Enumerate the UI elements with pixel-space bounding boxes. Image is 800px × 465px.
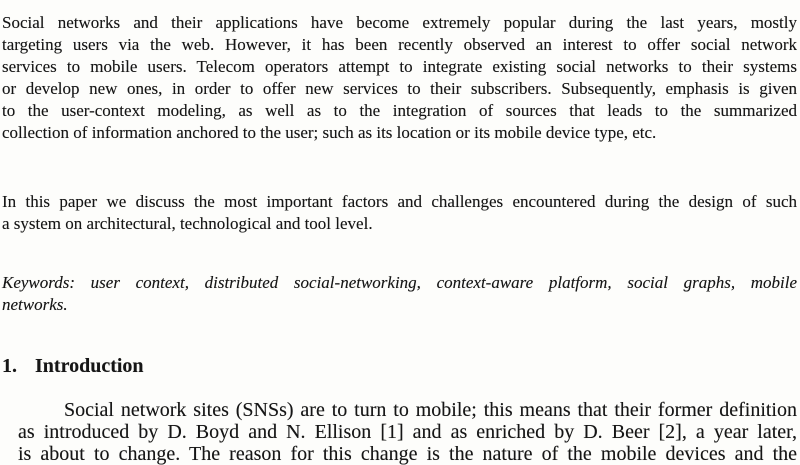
text-line: Social networks and their applications have become extremely popular during the last years, mostly bbox=[2, 13, 797, 32]
introduction-paragraph bbox=[18, 399, 797, 465]
text-line: to the user-context modeling, as well as to the integration of sources that leads to the summarized bbox=[2, 101, 797, 120]
text-line: targeting users via the web. However, it has been recently observed an interest to offer social network bbox=[2, 35, 797, 54]
text-line: services to mobile users. Telecom operators attempt to integrate existing social networks to their systems bbox=[2, 57, 797, 76]
section-number: 1. bbox=[2, 355, 17, 377]
keywords-line: Keywords: user context, distributed social-networking, context-aware platform, social graphs, mobile bbox=[2, 273, 797, 292]
text-line: a system on architectural, technological and tool level. bbox=[2, 214, 373, 233]
text-line: In this paper we discuss the most important factors and challenges encountered during the design of such bbox=[2, 192, 797, 211]
keywords-line: networks. bbox=[2, 295, 68, 314]
abstract-paragraph-1 bbox=[2, 12, 797, 144]
keywords-paragraph bbox=[2, 272, 797, 316]
text-line: Social network sites (SNSs) are to turn to mobile; this means that their former definition bbox=[64, 399, 797, 421]
text-line: collection of information anchored to the user; such as its location or its mobile device type, etc. bbox=[2, 123, 657, 142]
section-title: Introduction bbox=[35, 355, 144, 377]
abstract-paragraph-2 bbox=[2, 191, 797, 235]
text-line: or develop new ones, in order to offer new services to their subscribers. Subsequently, emphasis is given bbox=[2, 79, 797, 98]
text-line: as introduced by D. Boyd and N. Ellison [1] and as enriched by D. Beer [2], a year later, bbox=[18, 421, 797, 443]
clipped-text-line: is about to change. The reason for this change is the nature of the mobile devices and the bbox=[18, 443, 797, 465]
section-heading bbox=[2, 354, 797, 378]
paper-page bbox=[0, 12, 800, 465]
